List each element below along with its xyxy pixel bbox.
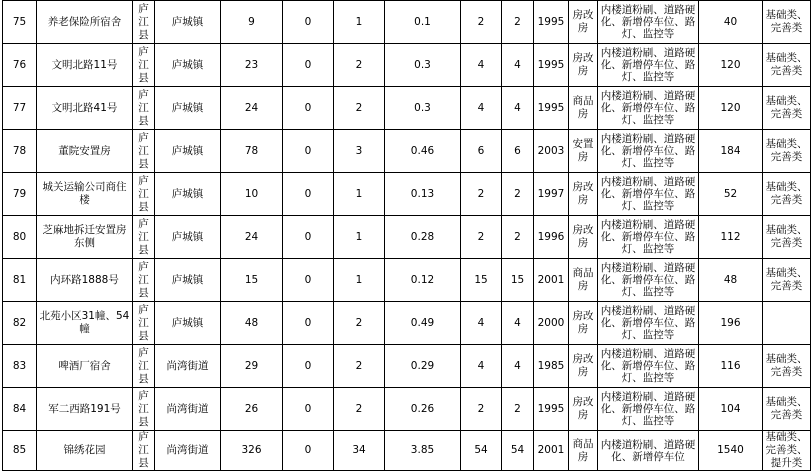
table-row: [3, 259, 811, 302]
build-year: 2001: [534, 431, 569, 471]
build-year: 1995: [534, 1, 569, 44]
count-a: 4: [461, 345, 502, 388]
county: 庐江县: [133, 130, 155, 173]
value-zero: 0: [283, 388, 334, 431]
build-year: 1995: [534, 87, 569, 130]
count-b: 4: [502, 345, 534, 388]
value-zero: 0: [283, 431, 334, 471]
town: 庐城镇: [155, 87, 221, 130]
count-a: 4: [461, 302, 502, 345]
build-year: 1985: [534, 345, 569, 388]
community-name: 城关运输公司商住楼: [37, 173, 133, 216]
investment-amount: 48: [699, 259, 763, 302]
row-number: 78: [3, 130, 37, 173]
renovation-content: 内楼道粉刷、道路硬化、新增停车位、路灯、监控等: [598, 130, 699, 173]
investment-amount: 1540: [699, 431, 763, 471]
county: 庐江县: [133, 173, 155, 216]
row-number: 80: [3, 216, 37, 259]
value-zero: 0: [283, 87, 334, 130]
town: 尚湾街道: [155, 431, 221, 471]
house-type: 房改房: [569, 388, 598, 431]
town: 庐城镇: [155, 173, 221, 216]
count-a: 54: [461, 431, 502, 471]
table-row: [3, 130, 811, 173]
house-type: 商品房: [569, 87, 598, 130]
table-row: [3, 302, 811, 345]
community-name: 董院安置房: [37, 130, 133, 173]
community-name: 内环路1888号: [37, 259, 133, 302]
households: 10: [221, 173, 283, 216]
buildings: 1: [334, 216, 385, 259]
table-row: [3, 388, 811, 431]
row-number: 83: [3, 345, 37, 388]
build-year: 2003: [534, 130, 569, 173]
renovation-content: 内楼道粉刷、道路硬化、新增停车位、路灯、监控等: [598, 1, 699, 44]
renovation-category: 基础类、完善类: [763, 259, 811, 302]
county: 庐江县: [133, 87, 155, 130]
town: 尚湾街道: [155, 388, 221, 431]
build-year: 1997: [534, 173, 569, 216]
investment-amount: 120: [699, 44, 763, 87]
county: 庐江县: [133, 44, 155, 87]
town: 庐城镇: [155, 302, 221, 345]
area: 0.26: [385, 388, 461, 431]
table-row: [3, 216, 811, 259]
count-b: 54: [502, 431, 534, 471]
area: 0.3: [385, 44, 461, 87]
house-type: 房改房: [569, 44, 598, 87]
build-year: 2001: [534, 259, 569, 302]
count-a: 2: [461, 388, 502, 431]
value-zero: 0: [283, 216, 334, 259]
buildings: 1: [334, 173, 385, 216]
row-number: 82: [3, 302, 37, 345]
house-type: 房改房: [569, 345, 598, 388]
house-type: 房改房: [569, 302, 598, 345]
community-name: 锦绣花园: [37, 431, 133, 471]
area: 0.13: [385, 173, 461, 216]
buildings: 2: [334, 388, 385, 431]
area: 0.46: [385, 130, 461, 173]
count-b: 15: [502, 259, 534, 302]
renovation-category: 基础类、完善类: [763, 388, 811, 431]
count-a: 4: [461, 87, 502, 130]
renovation-category: 基础类、完善类: [763, 44, 811, 87]
area: 0.12: [385, 259, 461, 302]
renovation-category: 基础类、完善类: [763, 130, 811, 173]
count-b: 4: [502, 44, 534, 87]
investment-amount: 196: [699, 302, 763, 345]
households: 326: [221, 431, 283, 471]
renovation-content: 内楼道粉刷、道路硬化、新增停车位、路灯、监控等: [598, 302, 699, 345]
renovation-category: 基础类、完善类: [763, 87, 811, 130]
house-type: 商品房: [569, 431, 598, 471]
count-a: 2: [461, 1, 502, 44]
households: 23: [221, 44, 283, 87]
county: 庐江县: [133, 259, 155, 302]
buildings: 2: [334, 302, 385, 345]
households: 78: [221, 130, 283, 173]
investment-amount: 116: [699, 345, 763, 388]
count-a: 6: [461, 130, 502, 173]
value-zero: 0: [283, 302, 334, 345]
row-number: 81: [3, 259, 37, 302]
row-number: 77: [3, 87, 37, 130]
community-name: 啤酒厂宿舍: [37, 345, 133, 388]
value-zero: 0: [283, 130, 334, 173]
house-type: 商品房: [569, 259, 598, 302]
area: 0.1: [385, 1, 461, 44]
community-name: 军二西路191号: [37, 388, 133, 431]
investment-amount: 104: [699, 388, 763, 431]
households: 9: [221, 1, 283, 44]
build-year: 1996: [534, 216, 569, 259]
buildings: 3: [334, 130, 385, 173]
renovation-category: 基础类、完善类、提升类: [763, 431, 811, 471]
table-row: [3, 87, 811, 130]
households: 48: [221, 302, 283, 345]
community-name: 养老保险所宿舍: [37, 1, 133, 44]
table-row: [3, 345, 811, 388]
value-zero: 0: [283, 345, 334, 388]
build-year: 1995: [534, 388, 569, 431]
value-zero: 0: [283, 173, 334, 216]
community-name: 文明北路11号: [37, 44, 133, 87]
count-b: 2: [502, 216, 534, 259]
value-zero: 0: [283, 259, 334, 302]
count-b: 4: [502, 87, 534, 130]
count-b: 6: [502, 130, 534, 173]
area: 0.3: [385, 87, 461, 130]
row-number: 85: [3, 431, 37, 471]
count-b: 4: [502, 302, 534, 345]
town: 庐城镇: [155, 44, 221, 87]
town: 庐城镇: [155, 130, 221, 173]
table-row: [3, 1, 811, 44]
county: 庐江县: [133, 302, 155, 345]
renovation-category: 基础类、完善类: [763, 216, 811, 259]
community-name: 芝麻地拆迁安置房东侧: [37, 216, 133, 259]
county: 庐江县: [133, 216, 155, 259]
build-year: 2000: [534, 302, 569, 345]
renovation-content: 内楼道粉刷、道路硬化、新增停车位、路灯、监控等: [598, 173, 699, 216]
renovation-category: [763, 302, 811, 345]
count-a: 4: [461, 44, 502, 87]
count-a: 15: [461, 259, 502, 302]
town: 尚湾街道: [155, 345, 221, 388]
house-type: 房改房: [569, 173, 598, 216]
renovation-content: 内楼道粉刷、道路硬化、新增停车位: [598, 431, 699, 471]
count-b: 2: [502, 388, 534, 431]
build-year: 1995: [534, 44, 569, 87]
households: 24: [221, 216, 283, 259]
area: 0.49: [385, 302, 461, 345]
area: 0.29: [385, 345, 461, 388]
table-row: [3, 44, 811, 87]
renovation-table: [2, 0, 811, 471]
house-type: 房改房: [569, 1, 598, 44]
renovation-category: 基础类、完善类: [763, 173, 811, 216]
town: 庐城镇: [155, 216, 221, 259]
community-name: 文明北路41号: [37, 87, 133, 130]
households: 29: [221, 345, 283, 388]
renovation-category: 基础类、完善类: [763, 1, 811, 44]
row-number: 76: [3, 44, 37, 87]
buildings: 2: [334, 44, 385, 87]
area: 0.28: [385, 216, 461, 259]
investment-amount: 52: [699, 173, 763, 216]
renovation-content: 内楼道粉刷、道路硬化、新增停车位、路灯、监控等: [598, 87, 699, 130]
buildings: 1: [334, 1, 385, 44]
buildings: 2: [334, 87, 385, 130]
county: 庐江县: [133, 431, 155, 471]
county: 庐江县: [133, 388, 155, 431]
renovation-content: 内楼道粉刷、道路硬化、新增停车位、路灯、监控等: [598, 388, 699, 431]
households: 15: [221, 259, 283, 302]
households: 24: [221, 87, 283, 130]
investment-amount: 120: [699, 87, 763, 130]
investment-amount: 112: [699, 216, 763, 259]
buildings: 34: [334, 431, 385, 471]
row-number: 79: [3, 173, 37, 216]
renovation-content: 内楼道粉刷、道路硬化、新增停车位、路灯、监控等: [598, 345, 699, 388]
renovation-category: 基础类、完善类: [763, 345, 811, 388]
buildings: 1: [334, 259, 385, 302]
county: 庐江县: [133, 1, 155, 44]
buildings: 2: [334, 345, 385, 388]
community-name: 北苑小区31幢、54幢: [37, 302, 133, 345]
table-body: [3, 1, 811, 471]
row-number: 84: [3, 388, 37, 431]
house-type: 房改房: [569, 216, 598, 259]
renovation-content: 内楼道粉刷、道路硬化、新增停车位、路灯、监控等: [598, 216, 699, 259]
households: 26: [221, 388, 283, 431]
value-zero: 0: [283, 44, 334, 87]
value-zero: 0: [283, 1, 334, 44]
town: 庐城镇: [155, 259, 221, 302]
area: 3.85: [385, 431, 461, 471]
investment-amount: 184: [699, 130, 763, 173]
renovation-content: 内楼道粉刷、道路硬化、新增停车位、路灯、监控等: [598, 44, 699, 87]
row-number: 75: [3, 1, 37, 44]
county: 庐江县: [133, 345, 155, 388]
table-row: [3, 431, 811, 471]
house-type: 安置房: [569, 130, 598, 173]
count-a: 2: [461, 216, 502, 259]
renovation-content: 内楼道粉刷、道路硬化、新增停车位、路灯、监控等: [598, 259, 699, 302]
count-a: 2: [461, 173, 502, 216]
count-b: 2: [502, 173, 534, 216]
table-row: [3, 173, 811, 216]
count-b: 2: [502, 1, 534, 44]
town: 庐城镇: [155, 1, 221, 44]
investment-amount: 40: [699, 1, 763, 44]
